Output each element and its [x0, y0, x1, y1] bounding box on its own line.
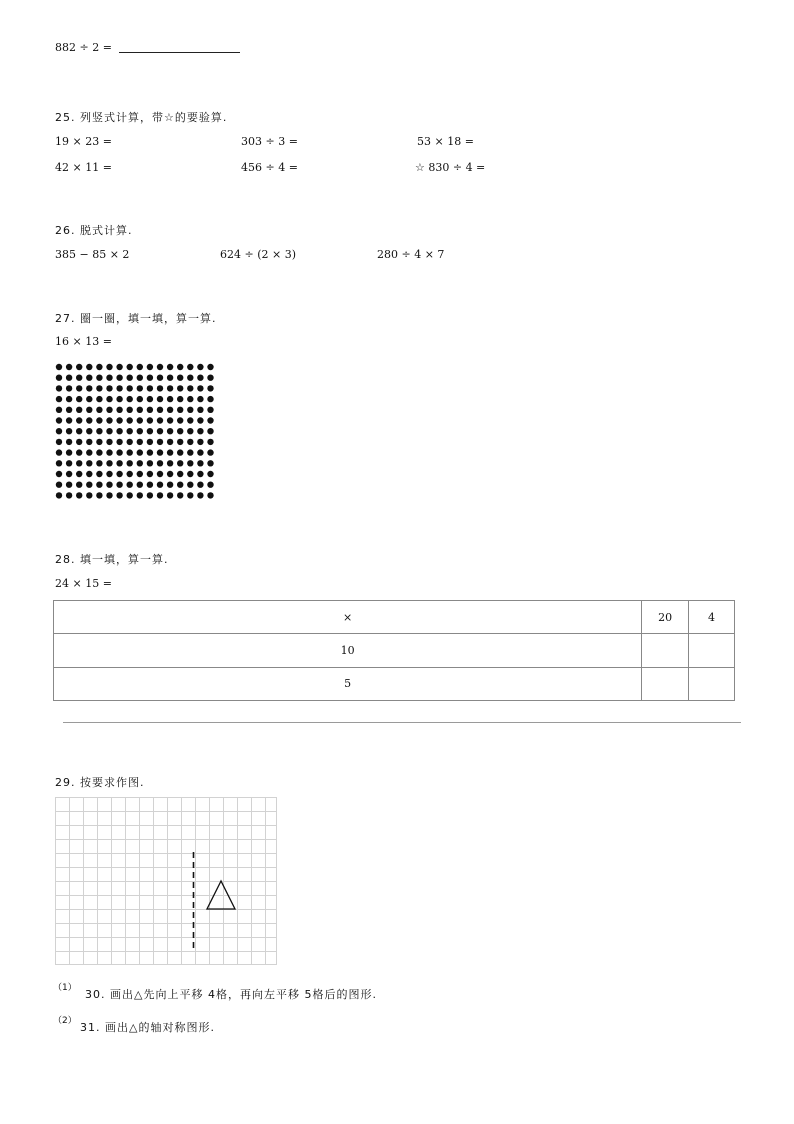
dot: [157, 471, 163, 477]
dot: [157, 428, 163, 434]
dot: [56, 439, 62, 445]
dot: [177, 492, 183, 498]
q28-expression: 24 × 15 =: [55, 577, 112, 590]
dot: [187, 364, 193, 370]
dot: [116, 449, 122, 455]
dot: [177, 449, 183, 455]
dot: [137, 482, 143, 488]
dot: [137, 407, 143, 413]
dot: [147, 460, 153, 466]
dot: [76, 439, 82, 445]
dot: [56, 407, 62, 413]
dot: [207, 449, 213, 455]
dot: [177, 364, 183, 370]
dot: [116, 482, 122, 488]
dot: [96, 439, 102, 445]
dot: [116, 364, 122, 370]
dot: [137, 396, 143, 402]
dot: [157, 364, 163, 370]
dot: [106, 449, 112, 455]
dot: [167, 385, 173, 391]
dot: [147, 364, 153, 370]
dot: [177, 375, 183, 381]
dot: [147, 439, 153, 445]
dot: [157, 396, 163, 402]
dot: [207, 492, 213, 498]
dot: [86, 428, 92, 434]
dot: [66, 407, 72, 413]
dot: [127, 375, 133, 381]
dot: [137, 417, 143, 423]
dot: [197, 417, 203, 423]
dot: [187, 449, 193, 455]
dot: [207, 471, 213, 477]
dot: [66, 482, 72, 488]
dot: [96, 396, 102, 402]
q29-heading: 29. 按要求作图.: [55, 776, 145, 789]
table-row: [54, 667, 735, 700]
dot: [76, 385, 82, 391]
dot: [187, 492, 193, 498]
dot: [127, 482, 133, 488]
dot: [157, 439, 163, 445]
dot: [147, 449, 153, 455]
dot: [96, 407, 102, 413]
dot: [56, 482, 62, 488]
dot: [167, 460, 173, 466]
dot: [86, 407, 92, 413]
dot: [157, 375, 163, 381]
dot: [207, 439, 213, 445]
dot: [137, 471, 143, 477]
dot: [187, 385, 193, 391]
dot: [96, 460, 102, 466]
dot: [76, 417, 82, 423]
dot: [207, 364, 213, 370]
dot: [127, 492, 133, 498]
dot: [66, 375, 72, 381]
q25-item-1: 19 × 23 =: [55, 135, 112, 148]
dot: [66, 428, 72, 434]
dot: [86, 492, 92, 498]
dot: [157, 385, 163, 391]
dot: [147, 428, 153, 434]
dot: [197, 482, 203, 488]
dot: [177, 385, 183, 391]
dot: [147, 396, 153, 402]
dot: [106, 471, 112, 477]
dot: [167, 396, 173, 402]
dot: [207, 407, 213, 413]
dot: [137, 439, 143, 445]
table-answer-cell[interactable]: [642, 667, 689, 700]
dot-array[interactable]: [54, 362, 218, 500]
q25-heading: 25. 列竖式计算，带☆的要验算.: [55, 111, 228, 124]
dot: [127, 417, 133, 423]
dot: [66, 460, 72, 466]
dot: [137, 428, 143, 434]
dot: [86, 449, 92, 455]
dot: [66, 396, 72, 402]
dot: [207, 482, 213, 488]
dot: [197, 396, 203, 402]
dot: [157, 460, 163, 466]
dot: [157, 417, 163, 423]
dot: [167, 471, 173, 477]
q26-item-3: 280 ÷ 4 × 7: [377, 248, 445, 261]
dot: [106, 460, 112, 466]
dot: [127, 471, 133, 477]
table-answer-cell[interactable]: [689, 634, 735, 667]
dot: [167, 364, 173, 370]
dot: [86, 417, 92, 423]
dot: [127, 364, 133, 370]
dot: [116, 396, 122, 402]
dot: [56, 471, 62, 477]
dot: [187, 407, 193, 413]
dot: [177, 428, 183, 434]
dot: [197, 439, 203, 445]
dot: [207, 375, 213, 381]
dot: [147, 375, 153, 381]
dot: [96, 492, 102, 498]
dot: [167, 407, 173, 413]
dot: [207, 417, 213, 423]
dot: [127, 460, 133, 466]
dot: [147, 385, 153, 391]
dot: [197, 471, 203, 477]
dot: [137, 385, 143, 391]
dot: [197, 375, 203, 381]
dot: [56, 492, 62, 498]
dot: [86, 471, 92, 477]
dot: [116, 428, 122, 434]
dot: [86, 460, 92, 466]
dot: [137, 460, 143, 466]
dot: [137, 375, 143, 381]
grid-lines: [55, 797, 277, 965]
dot: [197, 428, 203, 434]
dot: [137, 492, 143, 498]
q29-sub1-text: 30. 画出△先向上平移 4格，再向左平移 5格后的图形.: [85, 988, 377, 1001]
q25-item-6: ☆ 830 ÷ 4 =: [415, 161, 486, 174]
dot: [116, 439, 122, 445]
q29-sub1-marker: （1）: [53, 983, 77, 993]
dot: [127, 396, 133, 402]
dot: [96, 449, 102, 455]
dot: [207, 385, 213, 391]
dot: [66, 492, 72, 498]
q29-sub2-marker: （2）: [53, 1016, 77, 1026]
table-header-col-2: 4: [689, 601, 735, 634]
dot: [177, 471, 183, 477]
dot: [66, 364, 72, 370]
dot: [96, 428, 102, 434]
dot: [76, 428, 82, 434]
dot: [96, 385, 102, 391]
dot: [197, 492, 203, 498]
q26-item-2: 624 ÷ (2 × 3): [220, 248, 296, 261]
dot: [157, 482, 163, 488]
dot: [187, 428, 193, 434]
table-row: [54, 634, 735, 667]
q29-sub2-text: 31. 画出△的轴对称图形.: [80, 1021, 215, 1034]
dot: [167, 375, 173, 381]
drawing-grid[interactable]: [55, 797, 277, 965]
dot: [106, 385, 112, 391]
dot: [116, 385, 122, 391]
dot: [187, 460, 193, 466]
dot: [96, 417, 102, 423]
dot: [197, 449, 203, 455]
table-header-operator: ×: [54, 601, 642, 634]
dot: [177, 482, 183, 488]
dot: [147, 417, 153, 423]
dot: [187, 482, 193, 488]
dot: [56, 375, 62, 381]
dot: [106, 396, 112, 402]
dot: [137, 449, 143, 455]
dot: [76, 460, 82, 466]
dot: [76, 375, 82, 381]
table-header-col-1: 20: [642, 601, 689, 634]
dot: [76, 396, 82, 402]
dot: [106, 439, 112, 445]
dot: [66, 385, 72, 391]
dot: [76, 471, 82, 477]
dot: [96, 375, 102, 381]
q25-item-4: 42 × 11 =: [55, 161, 112, 174]
dot: [86, 439, 92, 445]
dot: [96, 364, 102, 370]
dot: [197, 364, 203, 370]
dot: [167, 439, 173, 445]
dot: [56, 428, 62, 434]
dot: [66, 417, 72, 423]
dot: [96, 471, 102, 477]
dot: [76, 407, 82, 413]
dot: [167, 492, 173, 498]
dot: [116, 460, 122, 466]
dot: [187, 471, 193, 477]
dot: [187, 417, 193, 423]
dot: [147, 492, 153, 498]
dot: [177, 396, 183, 402]
dot: [86, 364, 92, 370]
table-row-label: 10: [54, 634, 642, 667]
dot: [76, 482, 82, 488]
dot: [177, 439, 183, 445]
dot: [197, 385, 203, 391]
dot: [96, 482, 102, 488]
q24-answer-blank[interactable]: [119, 52, 240, 53]
dot: [66, 449, 72, 455]
dot: [116, 375, 122, 381]
dot: [106, 407, 112, 413]
dot: [177, 417, 183, 423]
dot: [167, 449, 173, 455]
dot: [187, 396, 193, 402]
dot: [106, 482, 112, 488]
dot: [86, 482, 92, 488]
dot: [76, 492, 82, 498]
dot: [157, 449, 163, 455]
dot: [56, 364, 62, 370]
table-header-row: [54, 601, 735, 634]
dot: [76, 449, 82, 455]
dot: [197, 460, 203, 466]
dot: [147, 407, 153, 413]
dot: [56, 460, 62, 466]
dot: [157, 492, 163, 498]
dot: [137, 364, 143, 370]
dot: [127, 428, 133, 434]
dot: [106, 417, 112, 423]
dot: [86, 375, 92, 381]
dot: [116, 407, 122, 413]
table-row-label: 5: [54, 667, 642, 700]
q27-heading: 27. 圈一圈，填一填，算一算.: [55, 312, 217, 325]
dot: [86, 385, 92, 391]
q24-expression: 882 ÷ 2 =: [55, 41, 112, 54]
dot: [86, 396, 92, 402]
dot: [187, 375, 193, 381]
dot: [207, 428, 213, 434]
dot: [147, 482, 153, 488]
dot: [127, 439, 133, 445]
table-answer-cell[interactable]: [689, 667, 735, 700]
dot: [56, 396, 62, 402]
dot: [106, 375, 112, 381]
q25-item-2: 303 ÷ 3 =: [241, 135, 298, 148]
dot: [157, 407, 163, 413]
dot: [167, 417, 173, 423]
dot: [116, 471, 122, 477]
dot: [207, 460, 213, 466]
dot: [106, 492, 112, 498]
dot: [177, 460, 183, 466]
q25-item-5: 456 ÷ 4 =: [241, 161, 298, 174]
dot: [177, 407, 183, 413]
dot: [106, 364, 112, 370]
q27-expression: 16 × 13 =: [55, 335, 112, 348]
q25-item-3: 53 × 18 =: [417, 135, 474, 148]
dot: [106, 428, 112, 434]
dot: [56, 417, 62, 423]
dot: [207, 396, 213, 402]
dot: [187, 439, 193, 445]
dot: [197, 407, 203, 413]
dot: [76, 364, 82, 370]
q26-heading: 26. 脱式计算.: [55, 224, 133, 237]
dot: [147, 471, 153, 477]
dot: [167, 428, 173, 434]
dot: [66, 439, 72, 445]
multiplication-table: [53, 600, 735, 701]
table-answer-cell[interactable]: [642, 634, 689, 667]
section-divider: [63, 722, 741, 723]
dot: [167, 482, 173, 488]
dot: [116, 417, 122, 423]
q26-item-1: 385 − 85 × 2: [55, 248, 130, 261]
dot: [66, 471, 72, 477]
dot: [127, 449, 133, 455]
dot: [127, 385, 133, 391]
q28-heading: 28. 填一填，算一算.: [55, 553, 169, 566]
dot: [127, 407, 133, 413]
dot: [56, 449, 62, 455]
dot: [116, 492, 122, 498]
dot: [56, 385, 62, 391]
